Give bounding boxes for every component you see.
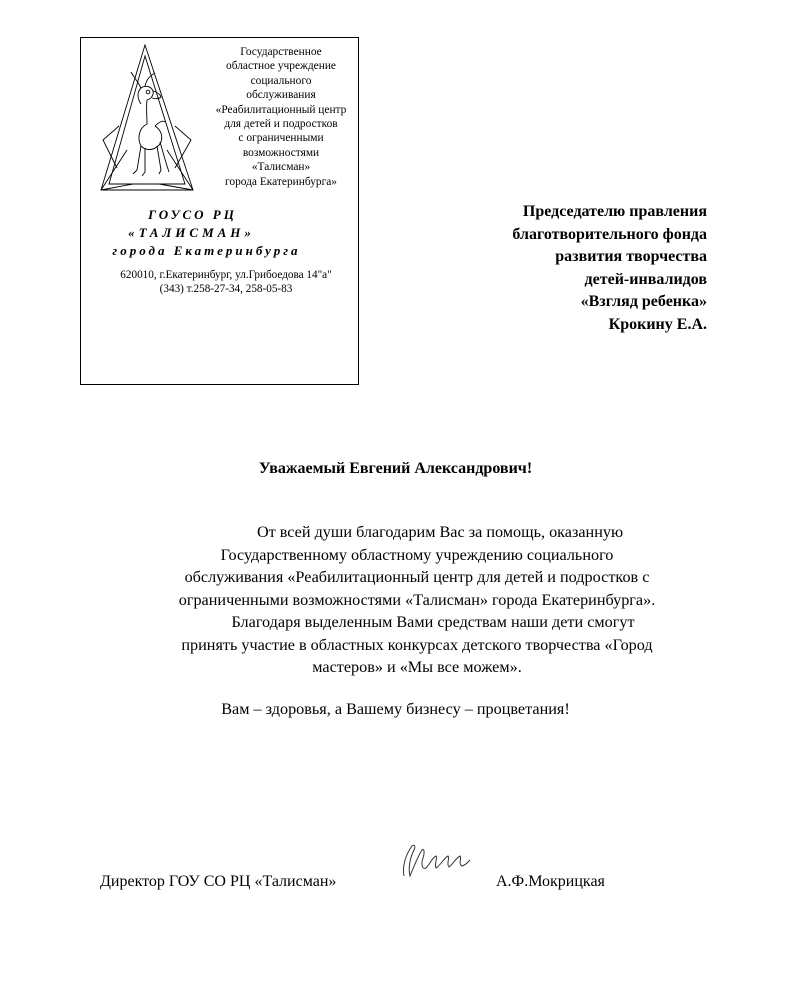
signer-title: Директор ГОУ СО РЦ «Талисман» [100,873,337,890]
org-short-name [81,206,360,260]
address-line: 620010, г.Екатеринбург, ул.Грибоедова 14"а" [120,269,332,281]
org-line: «Реабилитационный центр [215,103,347,116]
org-line: для детей и подростков [224,118,338,131]
greeting: Уважаемый Евгений Александрович! [258,460,533,477]
signer-name: А.Ф.Мокрицкая [496,873,605,890]
recipient-block [512,201,707,336]
org-line: социального [250,74,312,87]
org-line: возможностями [242,146,320,159]
recipient-line: Председателю правления [522,203,707,220]
body-line: принять участие в областных конкурсах детского творчества «Город [181,635,653,654]
recipient-line: Крокину Е.А. [608,315,707,333]
body-line: обслуживания «Реабилитационный центр для детей и подростков с [184,568,650,586]
short-name-line: города Екатеринбурга [112,243,301,258]
body-line: От всей души благодарим Вас за помощь, оказанную [256,523,624,541]
org-address [101,268,351,296]
short-name-line: «ТАЛИСМАН» [128,225,255,240]
short-name-line: ГОУСО РЦ [148,207,237,222]
closing-wish: Вам – здоровья, а Вашему бизнесу – процветания! [221,700,570,718]
org-line: города Екатеринбурга» [224,175,338,188]
recipient-line: развития творчества [555,248,707,265]
recipient-line: благотворительного фонда [512,225,707,243]
body-line: Государственному областному учреждению социального [220,545,614,564]
body-line: мастеров» и «Мы все можем». [312,658,522,676]
org-line: с ограниченными [238,132,324,145]
org-line: «Талисман» [251,161,311,174]
org-line: Государственное [240,46,322,58]
recipient-line: «Взгляд ребенка» [580,293,707,310]
deer-triangle-logo-icon [97,42,197,198]
phone-line: (343) т.258-27-34, 258-05-83 [159,283,293,295]
recipient-line: детей-инвалидов [584,270,707,288]
body-line: ограниченными возможностями «Талисман» города Екатеринбурга». [178,590,656,609]
org-full-name [193,45,369,189]
body-line: Благодаря выделенным Вами средствам наши дети смогут [231,613,635,631]
org-line: обслуживания [246,89,316,102]
org-line: областное учреждение [226,60,336,73]
handwritten-signature-icon [396,836,476,882]
letter-body [130,521,704,679]
letterhead [80,37,359,385]
